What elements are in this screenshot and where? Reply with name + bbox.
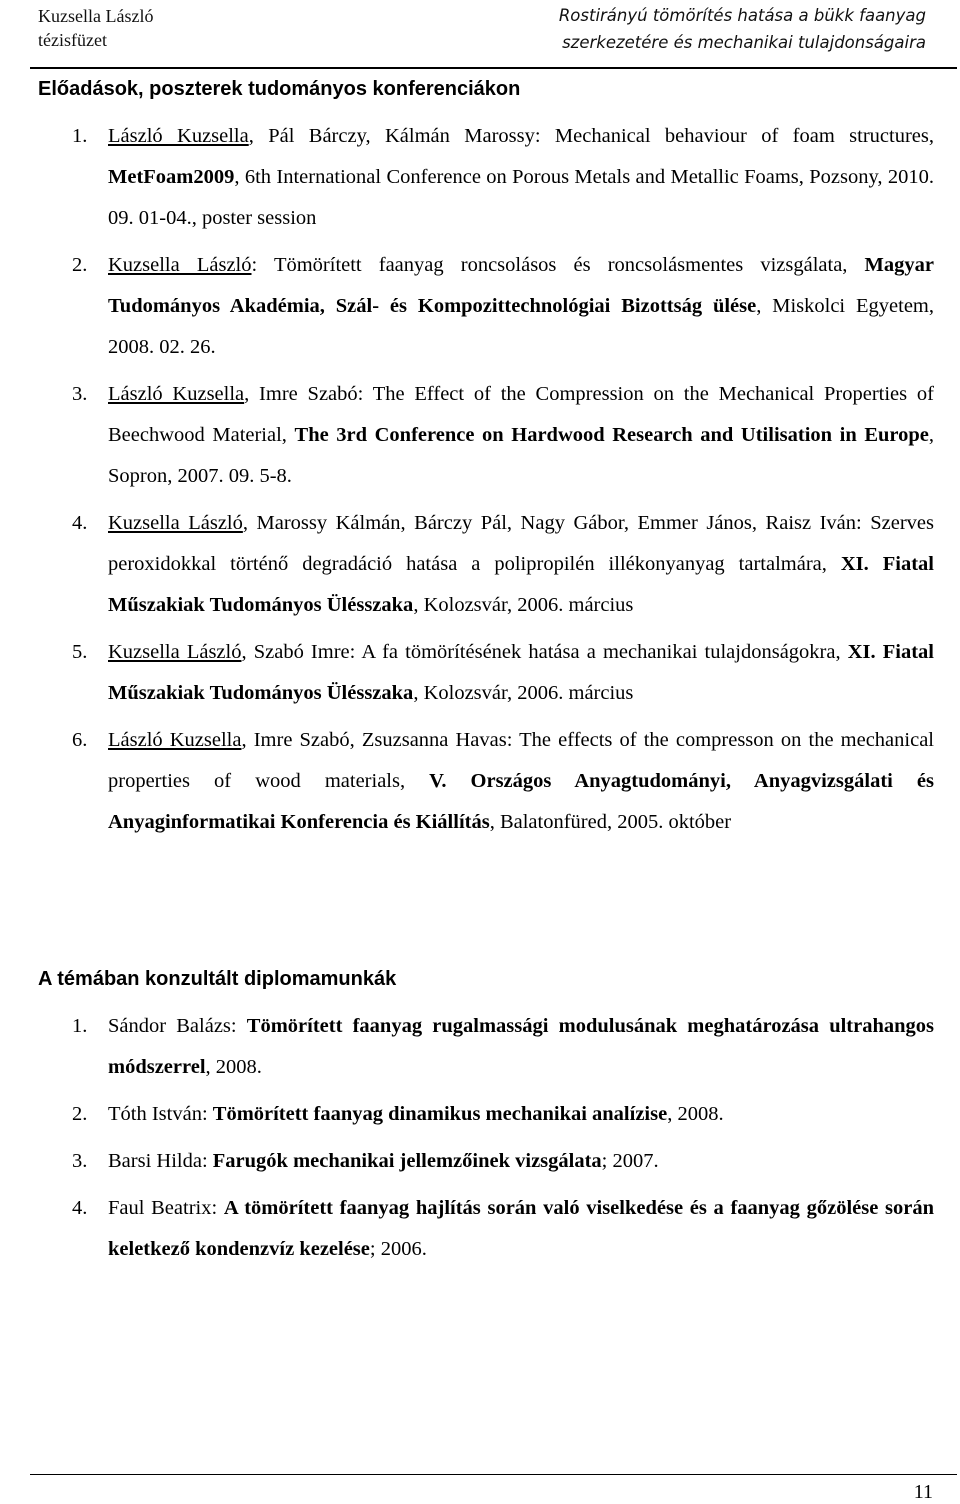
item-author: Faul Beatrix: <box>108 1197 224 1219</box>
item-number: 2. <box>72 254 88 276</box>
item-body <box>108 1006 934 1088</box>
item-author: Tóth István: <box>108 1103 213 1125</box>
talks-list <box>0 116 960 849</box>
footer-divider <box>30 1474 957 1475</box>
item-text: , Pál Bárczy, Kálmán Marossy: Mechanical behaviour of foam structures, <box>248 125 934 147</box>
list-item <box>0 720 960 843</box>
item-text: , Miskolci Egyetem, 2008. 02. 26. <box>108 295 934 358</box>
item-body <box>108 1094 934 1135</box>
item-text: , Kolozsvár, 2006. március <box>413 682 634 704</box>
item-number: 1. <box>72 125 88 147</box>
list-item <box>0 503 960 626</box>
item-number: 2. <box>72 1103 88 1125</box>
item-number: 3. <box>72 383 88 405</box>
item-title: Tömörített faanyag dinamikus mechanikai analízise <box>212 1103 668 1125</box>
item-venue: XI. Fiatal Műszakiak Tudományos Ülésszaka <box>108 553 934 616</box>
item-venue: Magyar Tudományos Akadémia, Szál- és Kompozittechnológiai Bizottság ülése <box>108 254 934 317</box>
item-body <box>108 1188 934 1270</box>
item-text: , Imre Szabó: The Effect of the Compression on the Mechanical Properties of Beechwood Material, <box>108 383 934 446</box>
item-venue: MetFoam2009 <box>108 166 235 188</box>
item-author: Kuzsella László <box>108 641 242 663</box>
item-title: Tömörített faanyag rugalmassági modulusának meghatározása ultrahangos módszerrel <box>108 1015 935 1078</box>
item-body <box>108 374 934 497</box>
item-body <box>108 720 934 843</box>
item-text: , 2008. <box>205 1056 262 1078</box>
item-number: 3. <box>72 1150 88 1172</box>
item-text: ; 2006. <box>369 1238 427 1260</box>
item-venue: V. Országos Anyagtudományi, Anyagvizsgálati és Anyaginformatikai Konferencia és Kiállítás <box>108 770 935 833</box>
item-number: 4. <box>72 1197 88 1219</box>
item-number: 6. <box>72 729 88 751</box>
header-left <box>38 4 153 52</box>
item-text: , Imre Szabó, Zsuzsanna Havas: The effects of the compresson on the mechanical properties of wood materials, <box>108 729 934 792</box>
header-author: Kuzsella László <box>38 6 154 26</box>
item-venue: The 3rd Conference on Hardwood Research and Utilisation in Europe <box>294 424 929 446</box>
list-item <box>0 1141 960 1182</box>
item-author: László Kuzsella <box>108 729 242 751</box>
item-number: 4. <box>72 512 88 534</box>
item-text: , 2008. <box>667 1103 724 1125</box>
item-number: 1. <box>72 1015 88 1037</box>
list-item <box>0 1094 960 1135</box>
item-author: László Kuzsella <box>108 125 249 147</box>
item-body <box>108 116 934 239</box>
list-item <box>0 1188 960 1270</box>
item-title: A tömörített faanyag hajlítás során való viselkedése és a faanyag gőzölése során keletkező kondenzvíz kezelése <box>108 1197 934 1260</box>
item-author: Kuzsella László <box>108 254 252 276</box>
item-venue: XI. Fiatal Műszakiak Tudományos Ülésszaka <box>108 641 934 704</box>
theses-list <box>0 1006 960 1276</box>
section-heading-theses: A témában konzultált diplomamunkák <box>38 968 397 990</box>
list-item <box>0 632 960 714</box>
item-author: Sándor Balázs: <box>108 1015 247 1037</box>
list-item <box>0 1006 960 1088</box>
item-text: , Balatonfüred, 2005. október <box>489 811 732 833</box>
item-text: ; 2007. <box>601 1150 659 1172</box>
list-item <box>0 116 960 239</box>
header-doc-type: tézisfüzet <box>38 30 107 50</box>
item-author: László Kuzsella <box>108 383 245 405</box>
item-author: Barsi Hilda: <box>108 1150 213 1172</box>
page-header <box>0 0 960 70</box>
header-title-line1: Rostirányú tömörítés hatása a bükk faanyag <box>558 6 926 25</box>
item-title: Farugók mechanikai jellemzőinek vizsgálata <box>212 1150 602 1172</box>
item-text: , Marossy Kálmán, Bárczy Pál, Nagy Gábor, Emmer János, Raisz Iván: Szerves peroxidokkal történő degradáció hatása a polipropilén illékonyanyag tartalmára, <box>108 512 934 575</box>
item-text: , Sopron, 2007. 09. 5-8. <box>108 424 934 487</box>
section-heading-talks: Előadások, poszterek tudományos konferenciákon <box>38 78 521 100</box>
header-title-line2: szerkezetére és mechanikai tulajdonságaira <box>562 33 926 52</box>
list-item <box>0 245 960 368</box>
item-body <box>108 503 934 626</box>
item-text: , 6th International Conference on Porous Metals and Metallic Foams, Pozsony, 2010. 09. 01-04., poster session <box>108 166 934 229</box>
item-text: : Tömörített faanyag roncsolásos és roncsolásmentes vizsgálata, <box>251 254 865 276</box>
header-right <box>559 2 926 56</box>
header-divider <box>30 67 957 69</box>
list-item <box>0 374 960 497</box>
page-number: 11 <box>913 1481 933 1503</box>
item-text: , Szabó Imre: A fa tömörítésének hatása a mechanikai tulajdonságokra, <box>241 641 848 663</box>
item-body <box>108 632 934 714</box>
item-body <box>108 1141 934 1182</box>
item-text: , Kolozsvár, 2006. március <box>413 594 634 616</box>
item-body <box>108 245 934 368</box>
item-number: 5. <box>72 641 88 663</box>
item-author: Kuzsella László <box>108 512 243 534</box>
